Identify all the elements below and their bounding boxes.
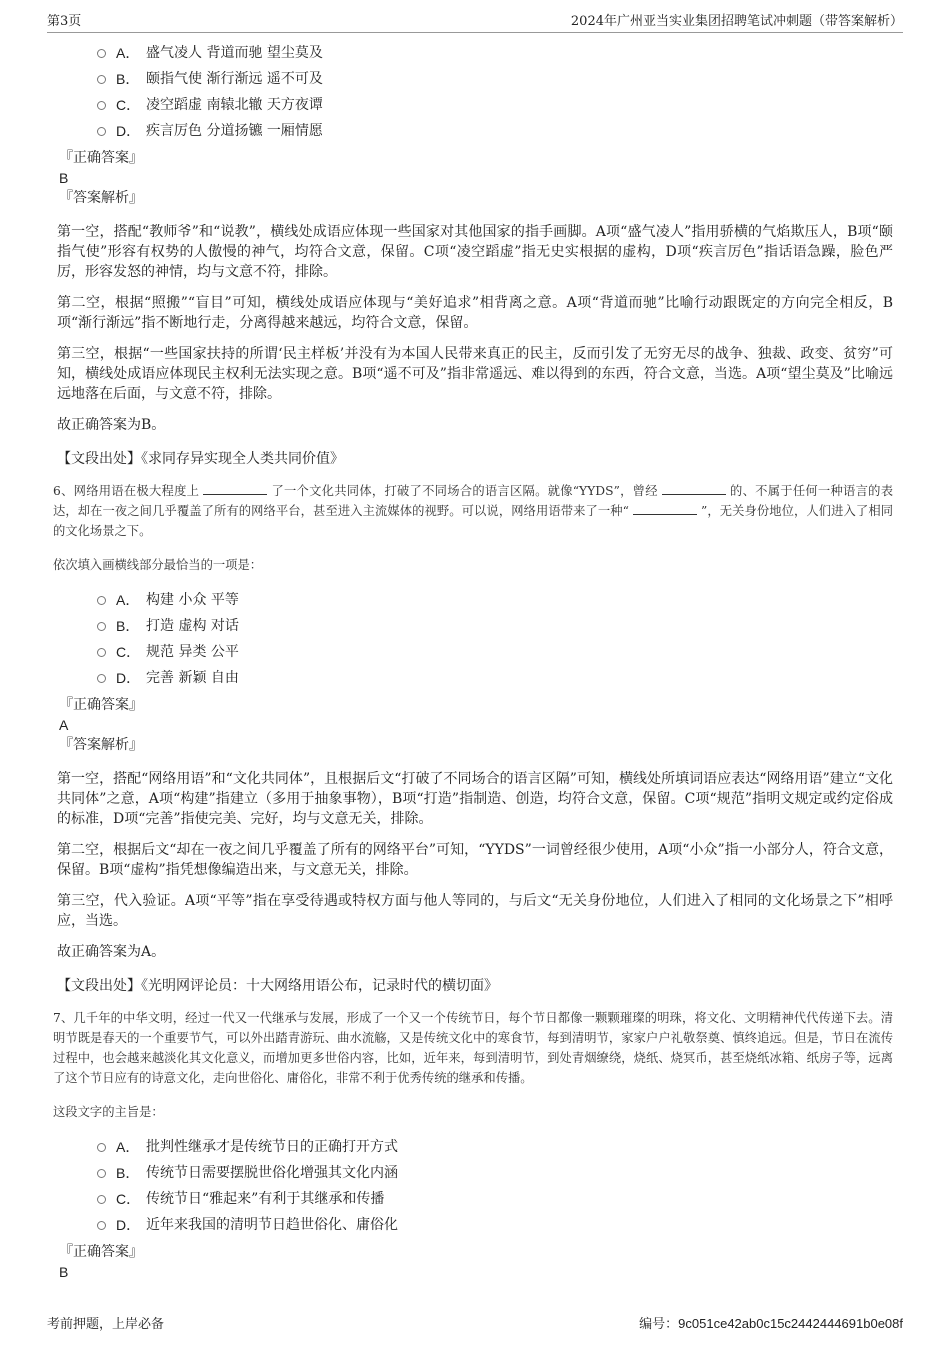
question-7-text: 7、几千年的中华文明，经过一代又一代继承与发展，形成了一个又一个传统节日，每个节日都像一颗颗璀璨的明珠，将文化、文明精神代代传递下去。清明节既是春天的一个重要节气，可以外出踏青游玩、曲水流觞，又是传统文化中的寒食节，每到清明节，家家户户礼敬祭奠、慎终追远。但是，节日在流传过程中，也会越来越淡化其文化意义，而增加更多世俗内容，比如，近年来，每到清明节，到处青烟缭绕，烧纸、烧冥币，甚至烧纸冰箱、纸房子等，远离了这个节日应有的诗意文化，走向世俗化、庸俗化，非常不利于优秀传统的继承和传播。 — [53, 1011, 893, 1085]
analysis-paragraph: 第二空，根据后文“却在一夜之间几乎覆盖了所有的网络平台”可知，“YYDS”一词曾经很少使用，A项“小众”指一小部分人，符合文意，保留。B项“虚构”指凭想像编造出来，与文意无关，排除。 — [57, 842, 893, 878]
document-title: 2024年广州亚当实业集团招聘笔试冲刺题（带答案解析） — [570, 14, 903, 29]
q6-options — [97, 587, 893, 691]
q6-option-b[interactable]: B． 打造 虚构 对话 — [97, 613, 893, 639]
radio-icon[interactable] — [97, 1143, 106, 1152]
answer-value: B — [59, 170, 69, 186]
radio-icon[interactable] — [97, 674, 106, 683]
radio-icon[interactable] — [97, 1195, 106, 1204]
radio-icon[interactable] — [97, 1169, 106, 1178]
page-number: 第3页 — [47, 14, 82, 29]
q7-options — [97, 1134, 893, 1238]
question-6-prompt: 依次填入画横线部分最恰当的一项是： — [53, 558, 263, 572]
fill-blank — [633, 502, 697, 515]
question-6-text: 6、网络用语在极大程度上 了一个文化共同体，打破了不同场合的语言区隔。就像“YYDS”，曾经 的、不属于任何一种语言的表达，却在一夜之间几乎覆盖了所有的网络平台，甚至进入主流媒体的视野。可以说，网络用语带来了一种“ ”，无关身份地位，人们进入了相同的文化场景之下。 — [53, 484, 893, 538]
answer-label: 『正确答案』 — [59, 1244, 143, 1260]
analysis-label: 『答案解析』 — [59, 190, 143, 206]
q5-option-d[interactable]: D． 疾言厉色 分道扬镳 一厢情愿 — [97, 118, 893, 144]
analysis-paragraph: 第二空，根据“照搬”“盲目”可知，横线处成语应体现与“美好追求”相背离之意。A项“背道而驰”比喻行动跟既定的方向完全相反，B项“渐行渐远”指不断地行走，分离得越来越远，均符合文意，保留。 — [57, 295, 893, 331]
q7-option-d[interactable]: D． 近年来我国的清明节日趋世俗化、庸俗化 — [97, 1212, 893, 1238]
source-citation: 【文段出处】《光明网评论员：十大网络用语公布，记录时代的横切面》 — [57, 978, 498, 994]
radio-icon[interactable] — [97, 1221, 106, 1230]
answer-label: 『正确答案』 — [59, 697, 143, 713]
page-header — [47, 12, 903, 33]
q7-option-b[interactable]: B． 传统节日需要摆脱世俗化增强其文化内涵 — [97, 1160, 893, 1186]
q7-option-a[interactable]: A． 批判性继承才是传统节日的正确打开方式 — [97, 1134, 893, 1160]
radio-icon[interactable] — [97, 75, 106, 84]
analysis-conclusion: 故正确答案为A。 — [57, 944, 166, 960]
radio-icon[interactable] — [97, 622, 106, 631]
analysis-label: 『答案解析』 — [59, 737, 143, 753]
analysis-conclusion: 故正确答案为B。 — [57, 417, 166, 433]
q5-option-a[interactable]: A． 盛气凌人 背道而驰 望尘莫及 — [97, 40, 893, 66]
q6-option-d[interactable]: D． 完善 新颖 自由 — [97, 665, 893, 691]
radio-icon[interactable] — [97, 101, 106, 110]
radio-icon[interactable] — [97, 596, 106, 605]
q5-options — [97, 40, 893, 144]
footer-slogan: 考前押题，上岸必备 — [47, 1317, 165, 1332]
analysis-paragraph: 第三空，根据“一些国家扶持的所谓‘民主样板’并没有为本国人民带来真正的民主，反而引发了无穷无尽的战争、独裁、政变、贫穷”可知，横线处成语应体现民主权利无法实现之意。B项“遥不可及”指非常遥远、难以得到的东西，符合文意，当选。A项“望尘莫及”比喻远远地落在后面，与文意不符，排除。 — [57, 346, 893, 402]
q6-option-a[interactable]: A． 构建 小众 平等 — [97, 587, 893, 613]
document-code: 编号：9c051ce42ab0c15c2442444691b0e08f — [639, 1316, 903, 1332]
analysis-paragraph: 第三空，代入验证。A项“平等”指在享受待遇或特权方面与他人等同的，与后文“无关身份地位，人们进入了相同的文化场景之下”相呼应，当选。 — [57, 893, 893, 929]
answer-value: B — [59, 1264, 69, 1280]
answer-label: 『正确答案』 — [59, 150, 143, 166]
radio-icon[interactable] — [97, 648, 106, 657]
fill-blank — [203, 482, 267, 495]
radio-icon[interactable] — [97, 127, 106, 136]
main-content — [53, 40, 893, 1282]
q5-option-b[interactable]: B． 颐指气使 渐行渐远 遥不可及 — [97, 66, 893, 92]
answer-value: A — [59, 717, 69, 733]
question-7-prompt: 这段文字的主旨是： — [53, 1105, 164, 1119]
analysis-paragraph: 第一空，搭配“网络用语”和“文化共同体”，且根据后文“打破了不同场合的语言区隔”可知，横线处所填词语应表达“网络用语”建立“文化共同体”之意，A项“构建”指建立（多用于抽象事物），B项“打造”指制造、创造，均符合文意，保留。C项“规范”指明文规定或约定俗成的标准，D项“完善”指使完美、完好，均与文意无关，排除。 — [57, 771, 893, 827]
q7-option-c[interactable]: C． 传统节日“雅起来”有利于其继承和传播 — [97, 1186, 893, 1212]
source-citation: 【文段出处】《求同存异实现全人类共同价值》 — [57, 451, 344, 467]
fill-blank — [662, 482, 726, 495]
q6-option-c[interactable]: C． 规范 异类 公平 — [97, 639, 893, 665]
analysis-paragraph: 第一空，搭配“教师爷”和“说教”，横线处成语应体现一些国家对其他国家的指手画脚。A项“盛气凌人”指用骄横的气焰欺压人，B项“颐指气使”形容有权势的人傲慢的神气，均符合文意，保留。C项“凌空蹈虚”指无史实根据的虚构，D项“疾言厉色”指话语急躁，脸色严厉，形容发怒的神情，均与文意不符，排除。 — [57, 224, 893, 280]
radio-icon[interactable] — [97, 49, 106, 58]
q5-option-c[interactable]: C． 凌空蹈虚 南辕北辙 天方夜谭 — [97, 92, 893, 118]
